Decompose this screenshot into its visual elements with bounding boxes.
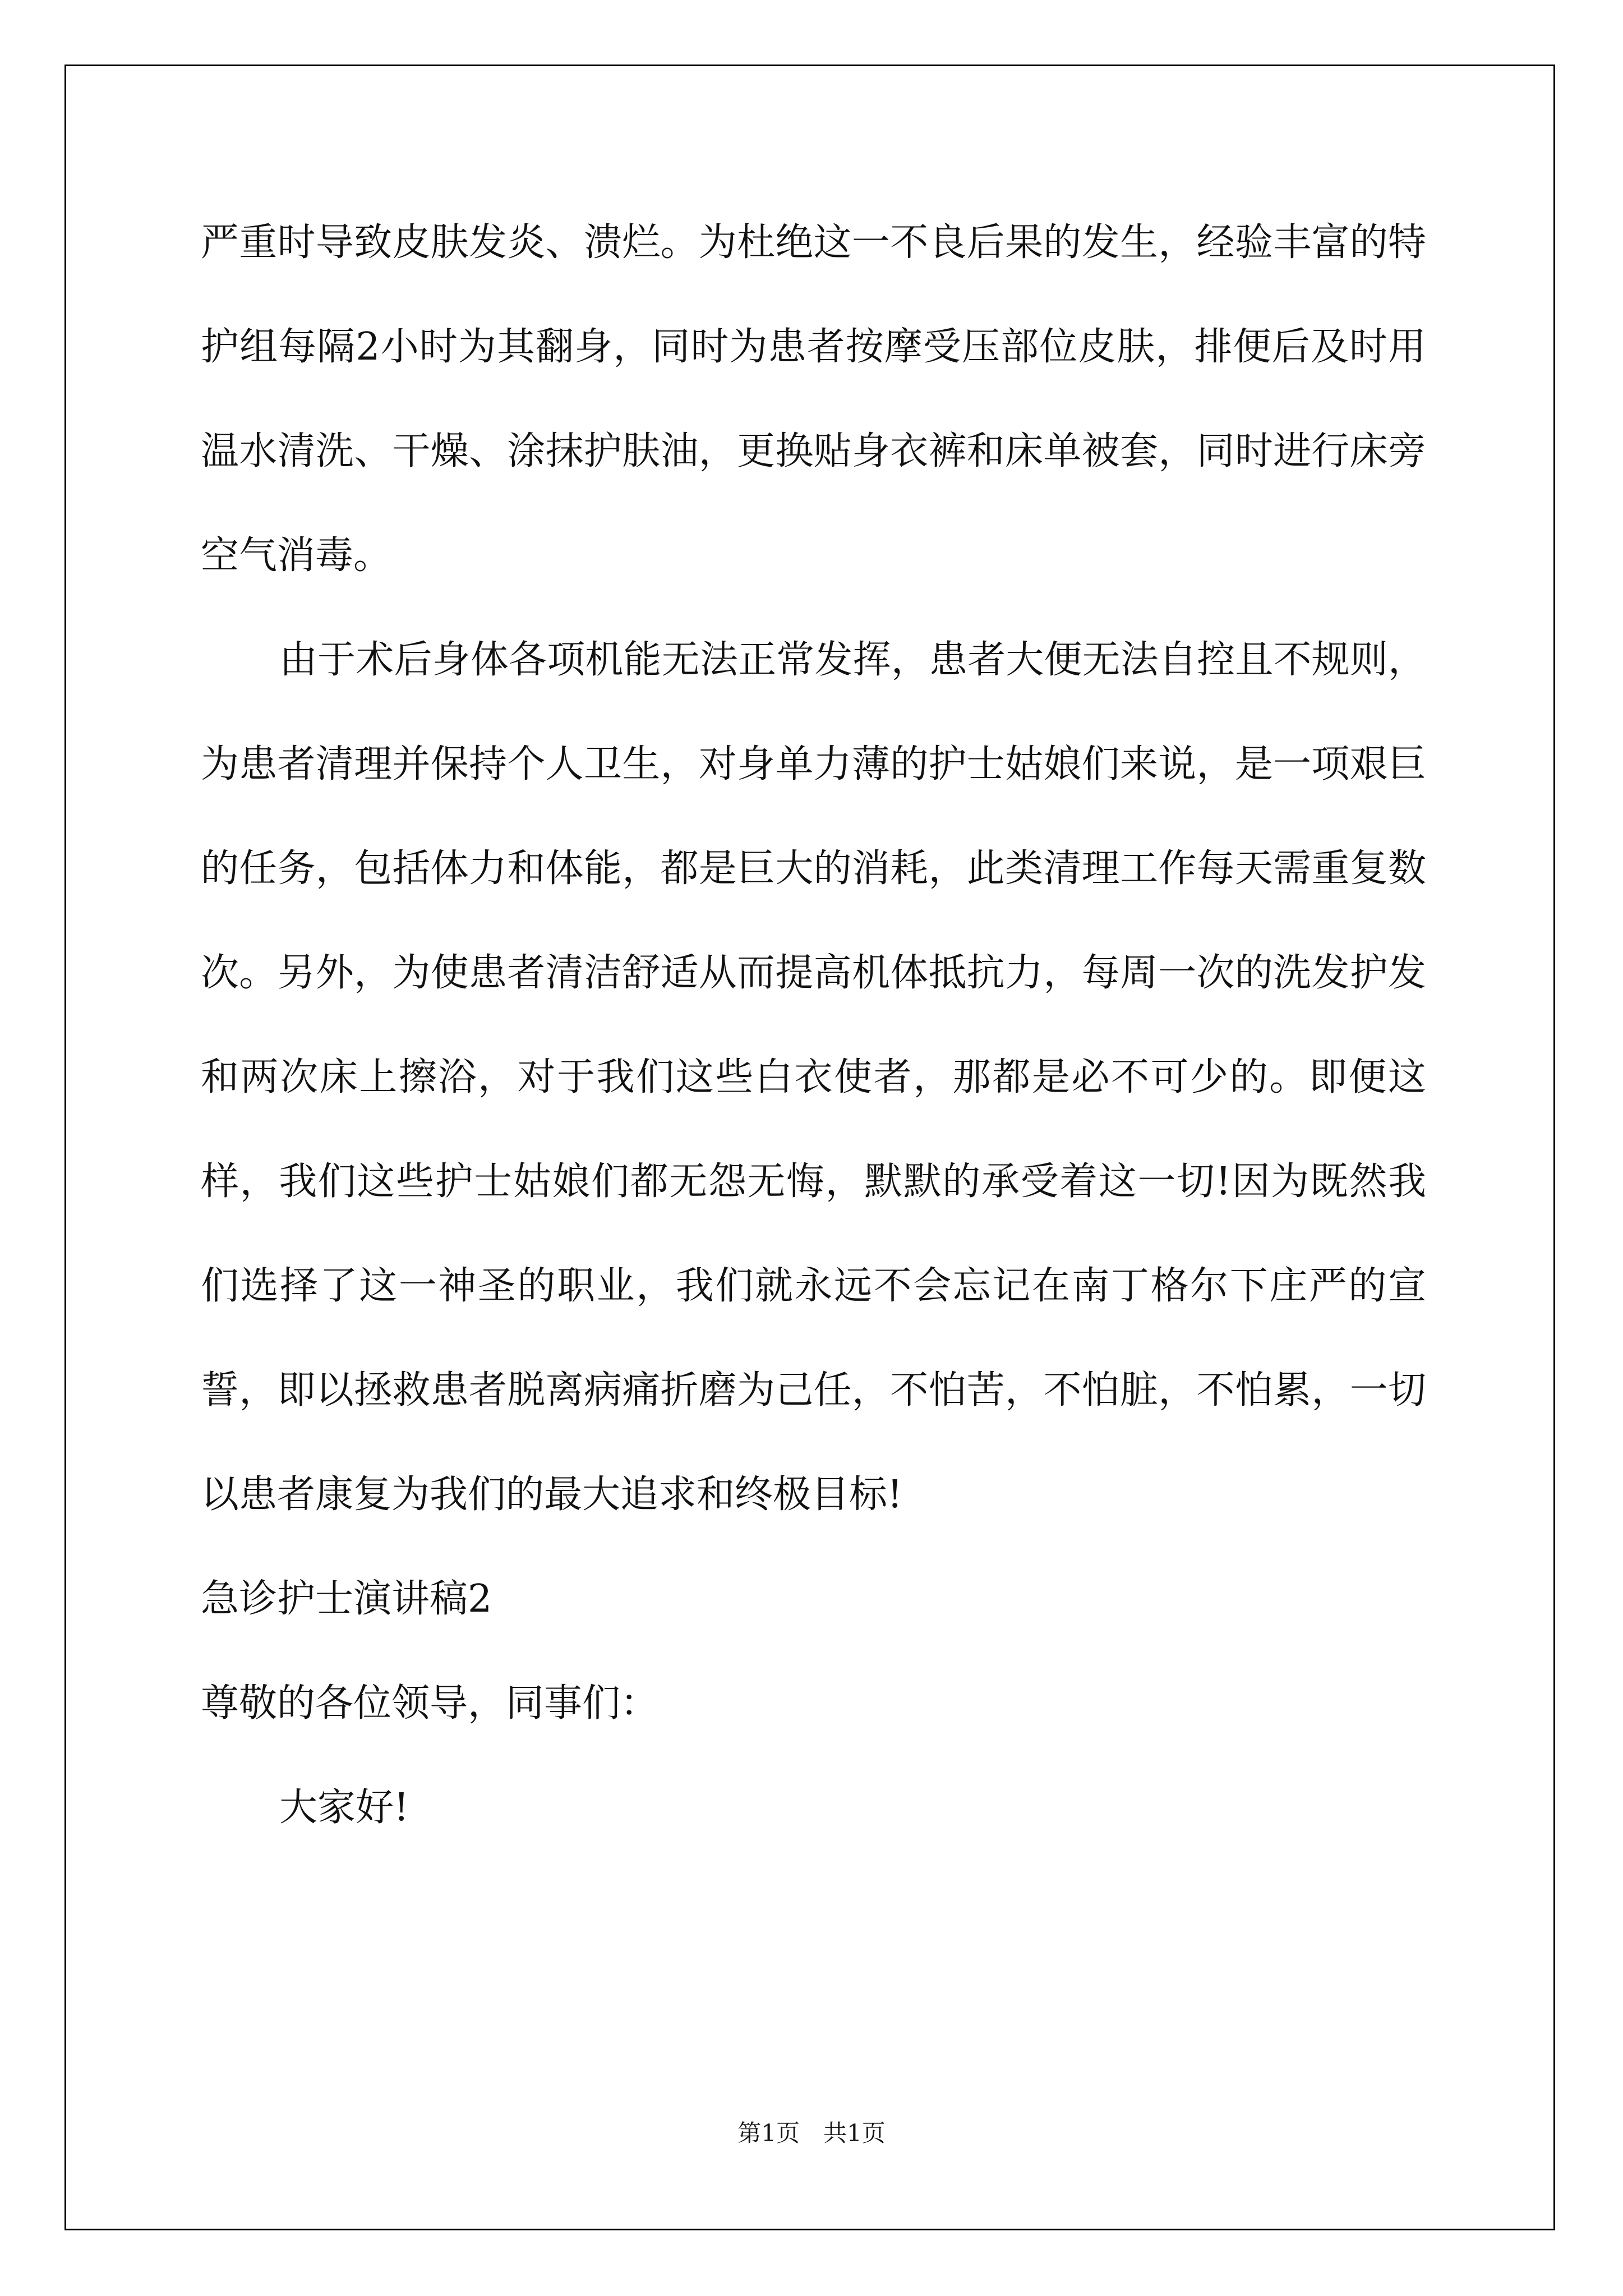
paragraph-skin-care: 严重时导致皮肤发炎、溃烂。为杜绝这一不良后果的发生，经验丰富的特护组每隔2小时为其翻身，同时为患者按摩受压部位皮肤，排便后及时用温水清洗、干燥、涂抹护肤油，更换贴身衣裤和床单被套，同时进行床旁空气消毒。 xyxy=(201,220,1426,578)
greeting: 大家好! xyxy=(279,1786,409,1830)
salutation: 尊敬的各位领导，同事们： xyxy=(201,1681,659,1726)
page-footer: 第1页 共1页 xyxy=(737,2119,886,2147)
document-body xyxy=(201,191,1426,1860)
paragraph-hygiene-care: 由于术后身体各项机能无法正常发挥，患者大便无法自控且不规则，为患者清理并保持个人卫生，对身单力薄的护士姑娘们来说，是一项艰巨的任务，包括体力和体能，都是巨大的消耗，此类清理工作每天需重复数次。另外，为使患者清洁舒适从而提高机体抵抗力，每周一次的洗发护发和两次床上擦浴，对于我们这些白衣使者，那都是必不可少的。即便这样，我们这些护士姑娘们都无怨无悔，默默的承受着这一切!因为既然我们选择了这一神圣的职业，我们就永远不会忘记在南丁格尔下庄严的宣誓，即以拯救患者脱离病痛折磨为己任，不怕苦，不怕脏，不怕累，一切以患者康复为我们的最大追求和终极目标! xyxy=(201,638,1426,1517)
speech-title: 急诊护士演讲稿2 xyxy=(201,1577,492,1621)
